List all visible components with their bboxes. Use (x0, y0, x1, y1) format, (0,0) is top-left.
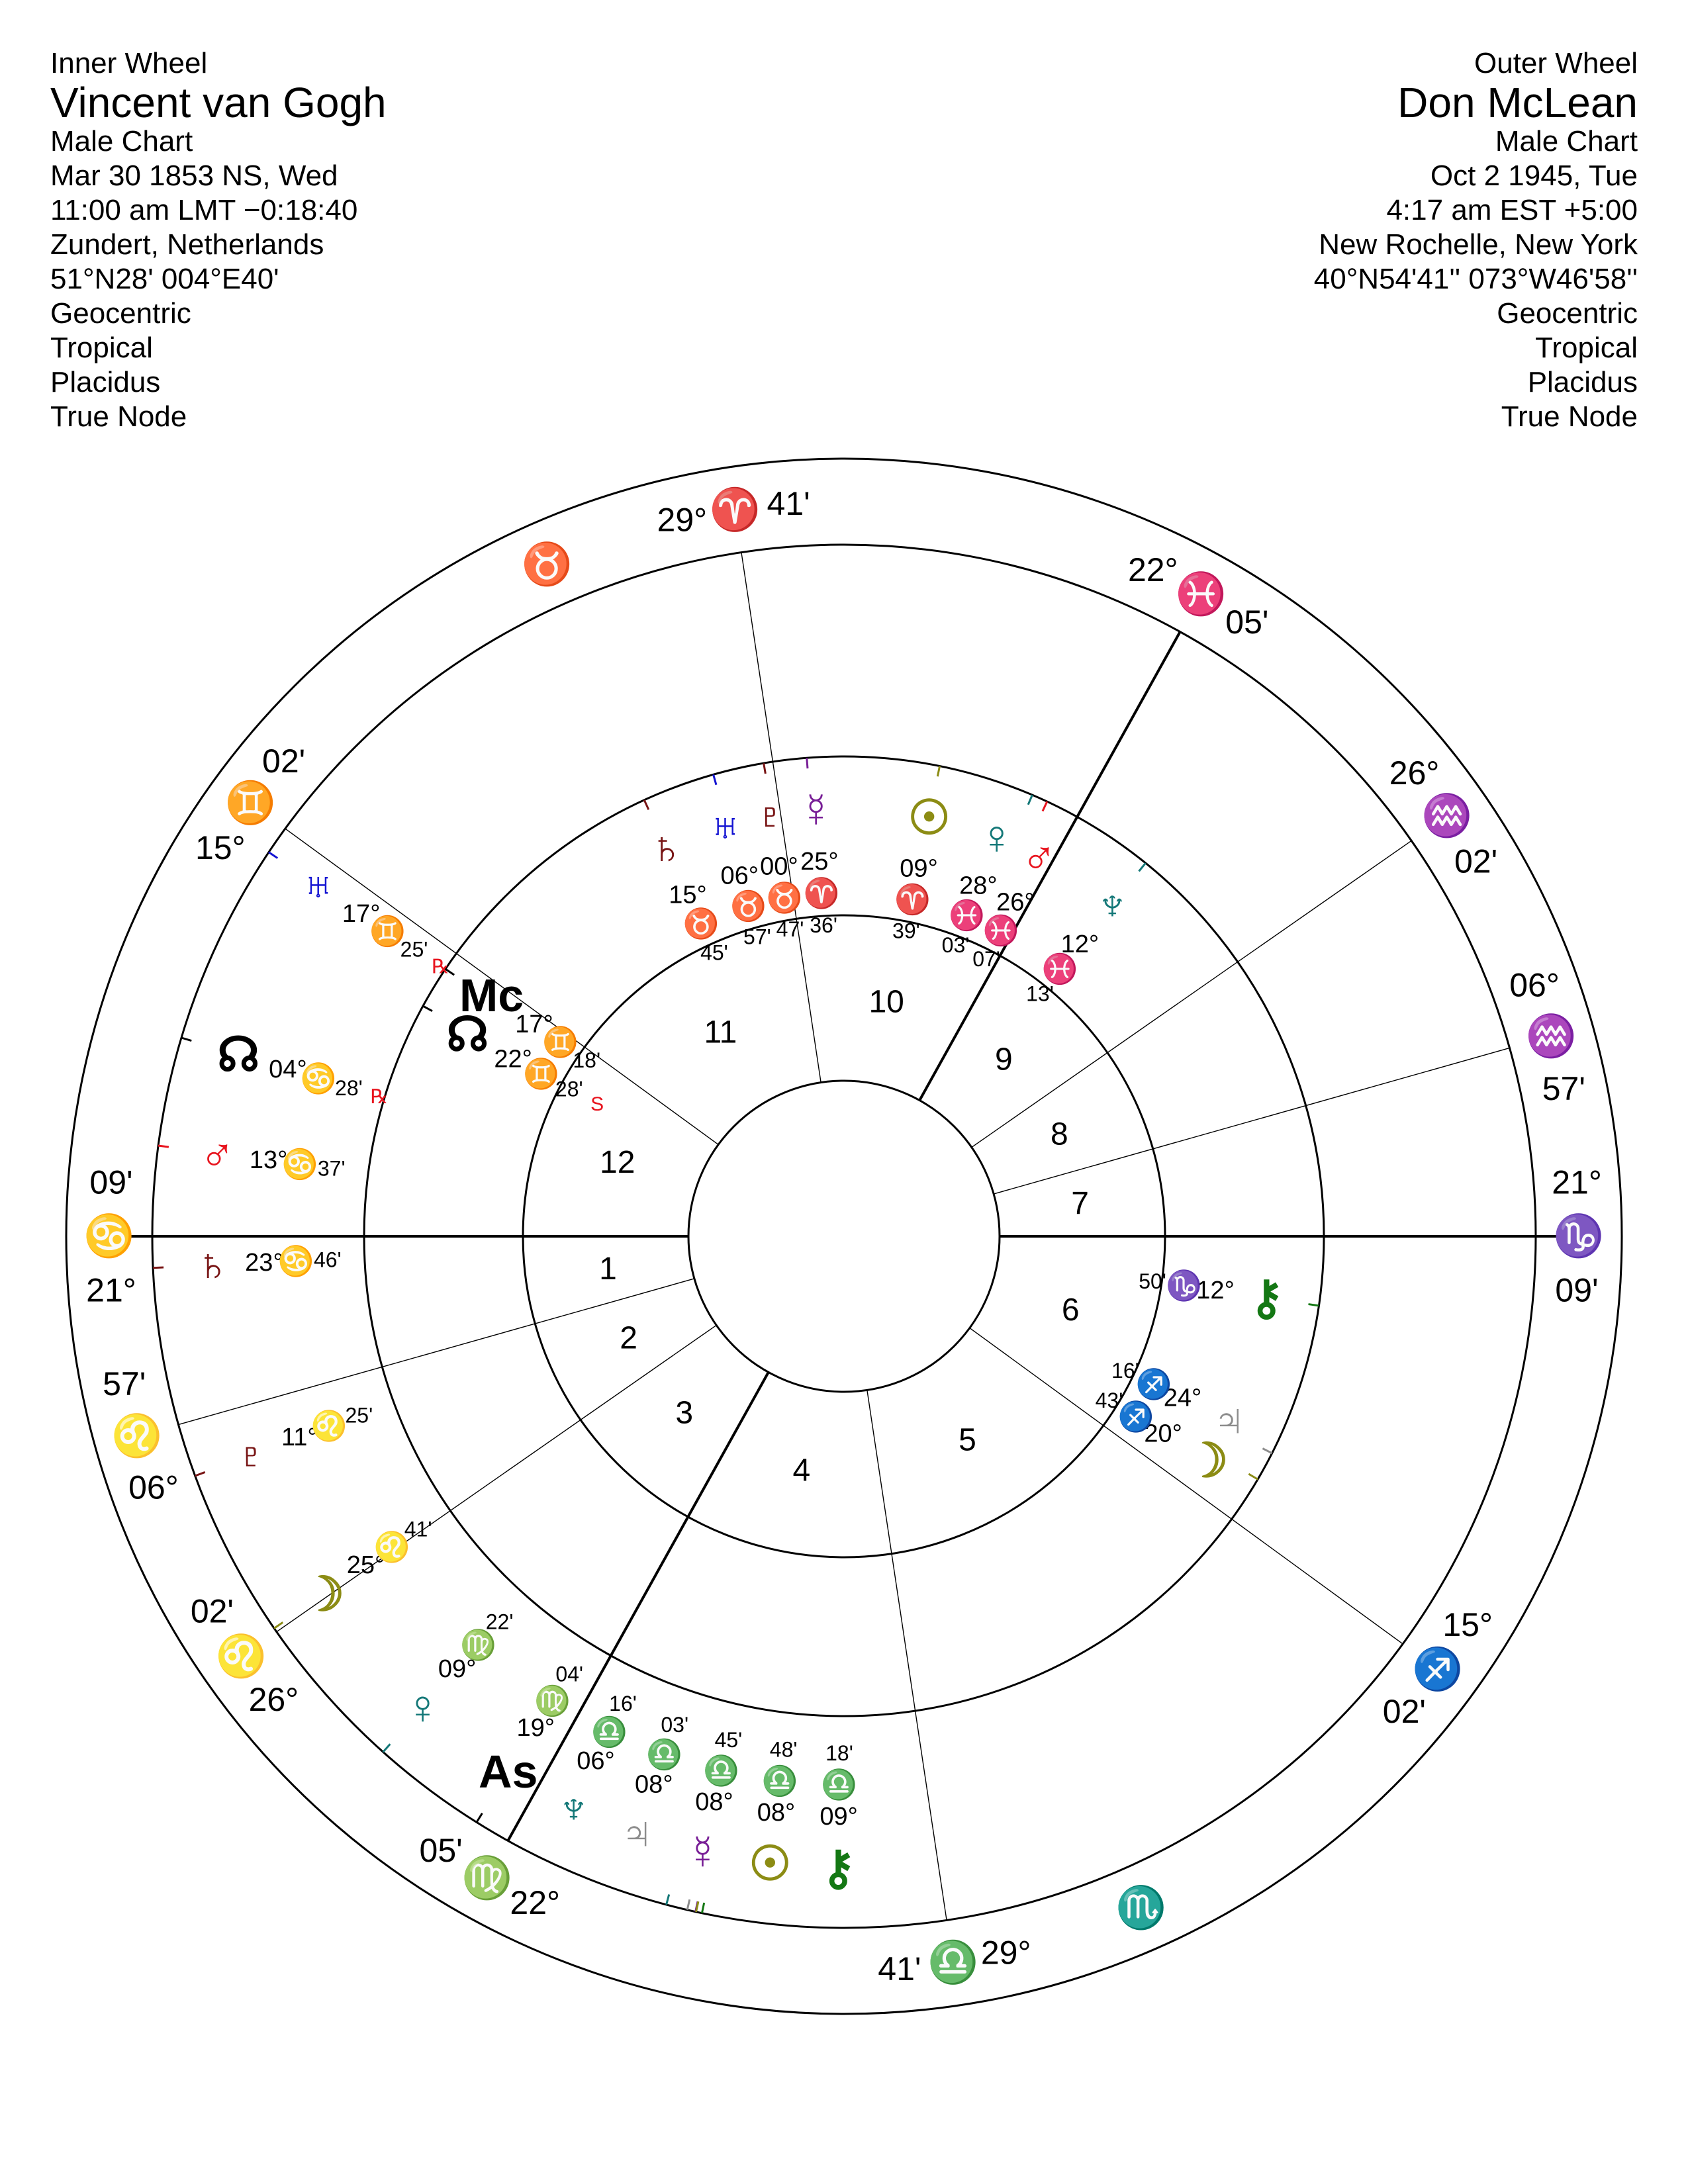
outer-birth-time: 4:17 am EST +5:00 (1386, 194, 1638, 226)
inner-mars-deg: 26° (996, 888, 1035, 917)
outer-chart-name: Don McLean (1397, 79, 1638, 126)
inner-uranus-deg: 06° (720, 862, 759, 890)
inner-node-tick (423, 1006, 432, 1011)
pisces-icon: ♓ (1175, 571, 1227, 617)
leo-icon: ♌ (111, 1413, 163, 1459)
inner-node-type: True Node (50, 400, 187, 433)
taurus-icon: ♉ (682, 907, 720, 940)
leo-icon: ♌ (215, 1633, 267, 1680)
inner-chiron-tick (1309, 1304, 1319, 1306)
leo-icon: ♌ (373, 1531, 410, 1564)
inner-wheel-label: Inner Wheel (50, 47, 208, 79)
house-6-cusp-minute: 02' (1382, 1693, 1426, 1731)
inner-saturn-deg: 15° (669, 881, 707, 909)
house-10-cusp-degree: 22° (1127, 551, 1178, 588)
outer-birth-place: New Rochelle, New York (1319, 228, 1638, 261)
inner-birth-time: 11:00 am LMT −0:18:40 (50, 194, 358, 226)
sun-icon: ☉ (749, 1837, 792, 1891)
libra-icon: ♎ (927, 1940, 979, 1986)
inner-venus-deg: 28° (959, 872, 998, 900)
inner-uranus-min: 57' (743, 925, 771, 949)
jupiter-icon: ♃ (619, 1807, 655, 1860)
outer-neptune-deg: 06° (577, 1747, 615, 1775)
outer-mars-tick (158, 1146, 169, 1147)
as-icon: As (479, 1746, 538, 1798)
house-5-cusp-minute: 41' (878, 1950, 921, 1987)
house-4-cusp-degree: 22° (510, 1884, 561, 1922)
inner-chart-kind: Male Chart (50, 125, 193, 158)
house-3-cusp-minute: 02' (190, 1592, 234, 1630)
sagittarius-icon: ♐ (1117, 1400, 1154, 1433)
house-4-cusp-minute: 05' (419, 1832, 463, 1870)
inner-moon-deg: 20° (1144, 1420, 1182, 1448)
neptune-icon: ♆ (1094, 878, 1131, 931)
house-12-cusp-degree: 15° (195, 829, 246, 867)
virgo-icon: ♍ (461, 1855, 513, 1901)
inner-neptune-min: 13' (1026, 981, 1054, 1006)
inner-saturn-min: 45' (700, 940, 728, 965)
cancer-icon: ♋ (83, 1213, 135, 1259)
outer-as-deg: 19° (516, 1714, 555, 1743)
outer-coordinates: 40°N54'41'' 073°W46'58'' (1313, 263, 1638, 295)
inner-pluto-deg: 00° (760, 852, 798, 881)
pluto-icon: ♇ (752, 789, 788, 842)
outer-as-tick (477, 1813, 482, 1823)
outer-jupiter-min: 03' (661, 1712, 689, 1737)
house-number-12: 12 (600, 1144, 635, 1180)
inner-coordinates: 51°N28' 004°E40' (50, 263, 279, 295)
house-number-3: 3 (675, 1395, 694, 1431)
inner-saturn-tick (644, 800, 649, 810)
taurus-icon: ♉ (766, 882, 803, 915)
outer-chiron-tick (702, 1903, 704, 1913)
uranus-icon: ♅ (300, 858, 336, 912)
taurus-icon: ♉ (521, 541, 573, 588)
inner-sun-deg: 09° (900, 854, 938, 883)
outer-node-min: 28' (335, 1075, 363, 1100)
aries-icon: ♈ (894, 883, 931, 916)
outer-mercury-deg: 08° (695, 1788, 733, 1816)
saturn-icon: ♄ (648, 821, 684, 875)
cancer-icon: ♋ (281, 1148, 318, 1181)
inner-venus-min: 03' (941, 933, 970, 958)
jupiter-icon: ♃ (1211, 1394, 1247, 1447)
inner-sun-min: 39' (892, 919, 920, 943)
house-number-10: 10 (868, 984, 904, 1020)
inner-mars-min: 07' (972, 946, 1000, 971)
outer-venus-deg: 09° (438, 1655, 477, 1683)
outer-uranus-motion: ℞ (431, 956, 449, 978)
inner-chiron-deg: 12° (1196, 1277, 1235, 1305)
saturn-icon: ♄ (194, 1238, 230, 1292)
virgo-icon: ♍ (534, 1684, 571, 1717)
inner-centric: Geocentric (50, 297, 191, 330)
inner-jupiter-min: 16' (1111, 1359, 1139, 1383)
inner-venus-tick (1028, 795, 1032, 805)
node-icon: ☊ (217, 1028, 260, 1081)
outer-wheel-label: Outer Wheel (1474, 47, 1638, 79)
outer-chiron-deg: 09° (820, 1802, 858, 1831)
aquarius-icon: ♒ (1525, 1013, 1577, 1060)
inner-jupiter-deg: 24° (1163, 1384, 1202, 1412)
node-icon: ☊ (446, 1008, 489, 1062)
aries-icon: ♈ (803, 877, 840, 910)
inner-node-motion: S (590, 1093, 604, 1115)
house-8-cusp-line (994, 1048, 1509, 1194)
outer-zodiac: Tropical (1535, 332, 1638, 364)
inner-node-deg: 22° (494, 1045, 532, 1073)
house-9-cusp-minute: 02' (1454, 842, 1498, 880)
outer-birth-date: Oct 2 1945, Tue (1430, 159, 1638, 192)
gemini-icon: ♊ (369, 915, 406, 948)
house-number-2: 2 (620, 1320, 637, 1356)
inner-neptune-deg: 12° (1060, 930, 1100, 958)
outer-mars-deg: 13° (249, 1146, 288, 1175)
outer-as-min: 04' (555, 1662, 584, 1686)
outer-pluto (195, 1404, 373, 1482)
house-6-cusp-degree: 15° (1442, 1606, 1493, 1643)
outer-mars (158, 1127, 346, 1181)
aries-icon: ♈ (709, 486, 761, 533)
outer-moon-deg: 25° (346, 1551, 385, 1580)
inner-mercury (798, 758, 840, 937)
libra-icon: ♎ (703, 1754, 740, 1788)
outer-saturn-tick (153, 1267, 164, 1268)
house-1-cusp-degree: 21° (86, 1271, 136, 1309)
inner-uranus-tick (714, 774, 716, 784)
aquarius-icon: ♒ (1421, 793, 1473, 839)
outer-house-system: Placidus (1527, 366, 1638, 398)
inner-mars-tick (1043, 801, 1047, 811)
house-11-cusp-degree: 29° (657, 501, 708, 539)
uranus-icon: ♅ (707, 799, 743, 853)
house-number-4: 4 (792, 1453, 811, 1488)
outer-pluto-tick (195, 1472, 205, 1476)
house-2-cusp-line (178, 1279, 694, 1425)
capricorn-icon: ♑ (1166, 1269, 1202, 1302)
mercury-icon: ☿ (798, 784, 834, 837)
gemini-icon: ♊ (523, 1058, 559, 1091)
outer-uranus-deg: 17° (342, 899, 381, 928)
mars-icon: ♂ (199, 1126, 236, 1180)
house-10-cusp-minute: 05' (1225, 603, 1269, 641)
inner-jupiter-tick (1262, 1449, 1272, 1453)
center-circle (688, 1081, 1000, 1392)
house-number-6: 6 (1061, 1293, 1080, 1328)
outer-mercury (685, 1728, 743, 1911)
venus-icon: ♀ (978, 811, 1015, 864)
inner-mercury-min: 36' (810, 913, 837, 938)
inner-zodiac: Tropical (50, 332, 153, 364)
outer-saturn (153, 1239, 342, 1292)
pisces-icon: ♓ (949, 899, 986, 932)
inner-house-system: Placidus (50, 366, 161, 398)
inner-sun (892, 766, 951, 943)
mc-icon: Mc (459, 969, 524, 1021)
house-12-cusp-minute: 02' (262, 742, 306, 780)
inner-pluto-min: 47' (776, 917, 804, 942)
house-11-cusp-minute: 41' (767, 485, 810, 523)
libra-icon: ♎ (591, 1715, 628, 1749)
house-7-cusp-degree: 21° (1552, 1163, 1602, 1201)
mercury-icon: ☿ (684, 1825, 721, 1879)
outer-saturn-min: 46' (313, 1248, 342, 1272)
outer-venus-tick (383, 1744, 391, 1752)
outer-sun-deg: 08° (757, 1798, 796, 1827)
outer-sun-min: 48' (769, 1737, 798, 1762)
capricorn-icon: ♑ (1553, 1213, 1605, 1259)
house-2-cusp-minute: 57' (103, 1365, 146, 1403)
house-9-cusp-degree: 26° (1389, 754, 1440, 792)
house-number-9: 9 (994, 1042, 1013, 1077)
inner-mc-deg: 17° (515, 1010, 553, 1038)
outer-centric: Geocentric (1497, 297, 1638, 330)
inner-chart-name: Vincent van Gogh (50, 79, 387, 126)
outer-venus-min: 22' (485, 1610, 514, 1634)
outer-node-type: True Node (1501, 400, 1638, 433)
virgo-icon: ♍ (460, 1629, 497, 1662)
inner-neptune (1026, 863, 1145, 1006)
outer-uranus-min: 25' (400, 937, 428, 962)
mars-icon: ♂ (1021, 830, 1057, 884)
outer-jupiter-deg: 08° (635, 1770, 673, 1799)
outer-moon-tick (274, 1622, 283, 1628)
house-number-5: 5 (959, 1422, 976, 1458)
pisces-icon: ♓ (982, 914, 1019, 947)
house-5-cusp-line (867, 1390, 947, 1920)
house-8-cusp-minute: 57' (1542, 1069, 1585, 1107)
inner-moon-tick (1248, 1474, 1258, 1479)
outer-node-tick (181, 1038, 191, 1041)
outer-neptune-tick (667, 1894, 669, 1904)
scorpio-icon: ♏ (1115, 1885, 1167, 1931)
inner-pluto-tick (764, 763, 766, 774)
libra-icon: ♎ (821, 1768, 857, 1801)
house-number-11: 11 (704, 1015, 737, 1050)
house-number-8: 8 (1051, 1116, 1068, 1152)
inner-moon-min: 43' (1095, 1388, 1123, 1412)
outer-saturn-deg: 23° (245, 1249, 283, 1277)
outer-mercury-min: 45' (714, 1728, 743, 1752)
outer-jupiter (619, 1713, 690, 1910)
outer-node (181, 1028, 388, 1108)
sagittarius-icon: ♐ (1412, 1646, 1464, 1692)
outer-node-deg: 04° (269, 1056, 307, 1084)
libra-icon: ♎ (761, 1764, 798, 1797)
house-1-cusp-minute: 09' (89, 1163, 133, 1201)
inner-chiron-min: 50' (1139, 1269, 1166, 1294)
house-number-7: 7 (1071, 1186, 1089, 1222)
gemini-icon: ♊ (542, 1026, 579, 1059)
outer-pluto-deg: 11° (281, 1423, 318, 1451)
outer-neptune-min: 16' (609, 1691, 637, 1715)
taurus-icon: ♉ (730, 890, 767, 923)
sagittarius-icon: ♐ (1135, 1368, 1172, 1401)
inner-wheel-planets (423, 758, 1319, 1487)
outer-node-motion: ℞ (370, 1086, 389, 1109)
neptune-icon: ♆ (555, 1781, 592, 1835)
outer-mars-min: 37' (317, 1156, 346, 1181)
leo-icon: ♌ (310, 1410, 348, 1443)
inner-chiron (1139, 1269, 1319, 1325)
outer-uranus-tick (269, 852, 277, 858)
libra-icon: ♎ (646, 1738, 682, 1771)
outer-pluto-min: 25' (345, 1403, 373, 1428)
house-cusp-lines (113, 553, 1575, 1921)
pisces-icon: ♓ (1041, 952, 1078, 985)
house-7-cusp-minute: 09' (1555, 1271, 1599, 1309)
inner-node-min: 28' (555, 1077, 583, 1101)
moon-icon: ☽ (1186, 1434, 1229, 1488)
sun-icon: ☉ (908, 791, 951, 844)
inner-mercury-tick (807, 758, 808, 768)
house-number-1: 1 (599, 1251, 617, 1287)
gemini-icon: ♊ (224, 780, 276, 827)
inner-mc-min: 18' (573, 1048, 601, 1073)
moon-icon: ☽ (302, 1568, 345, 1621)
outer-uranus (269, 852, 449, 978)
outer-moon (274, 1518, 432, 1629)
house-2-cusp-degree: 06° (128, 1469, 179, 1506)
house-3-cusp-degree: 26° (248, 1680, 299, 1718)
inner-birth-place: Zundert, Netherlands (50, 228, 324, 261)
cancer-icon: ♋ (277, 1245, 314, 1278)
house-8-cusp-degree: 06° (1509, 966, 1560, 1004)
outer-chart-kind: Male Chart (1495, 125, 1638, 158)
inner-sun-tick (937, 766, 939, 777)
inner-mercury-deg: 25° (800, 848, 839, 876)
venus-icon: ♀ (404, 1681, 441, 1735)
outer-chiron-min: 18' (825, 1741, 853, 1765)
pluto-icon: ♇ (233, 1428, 269, 1482)
chiron-icon: ⚷ (1248, 1271, 1284, 1325)
cancer-icon: ♋ (300, 1062, 337, 1095)
inner-neptune-tick (1139, 863, 1146, 871)
chiron-icon: ⚷ (821, 1841, 856, 1895)
house-5-cusp-degree: 29° (980, 1934, 1031, 1972)
outer-moon-min: 41' (404, 1517, 432, 1541)
outer-jupiter-tick (687, 1899, 690, 1910)
inner-birth-date: Mar 30 1853 NS, Wed (50, 159, 338, 192)
outer-venus (383, 1610, 514, 1752)
